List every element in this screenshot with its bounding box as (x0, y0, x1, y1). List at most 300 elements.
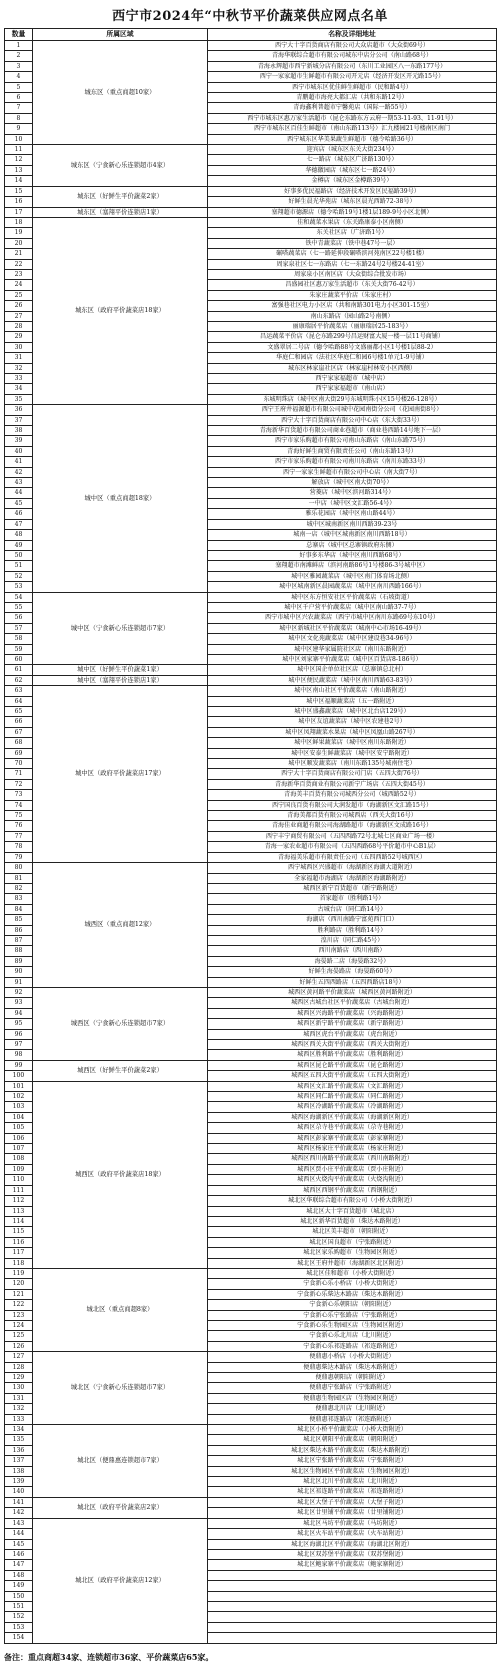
row-name: 青海一家农业超市有限公司（五四西路68号平价超市中心B1层） (208, 842, 497, 852)
row-name: 城西区昆仑路平价蔬菜店（昆仑路附近） (208, 1060, 497, 1070)
row-name: 便鼎惠生物园区店（生物园区附近） (208, 1393, 497, 1403)
row-name: 塞翔超市南滩鲜店（滨河南路86号1号楼86-3号城中区） (208, 561, 497, 571)
row-name: 城西区西钢平价蔬菜店（西钢附近） (208, 1185, 497, 1195)
row-name: 城西区西川南路平价蔬菜店（西川南路附近） (208, 1154, 497, 1164)
row-name: 城西区海湖新区平价蔬菜店（海湖新区附近） (208, 1112, 497, 1122)
row-number: 127 (5, 1352, 33, 1362)
table-row (5, 217, 497, 227)
row-number: 10 (5, 134, 33, 144)
row-number: 113 (5, 1206, 33, 1216)
table-row (5, 665, 497, 675)
row-number: 23 (5, 269, 33, 279)
row-area: 城北区（政府平价蔬菜店2家） (33, 1497, 208, 1518)
row-number: 30 (5, 342, 33, 352)
row-name: 碾嗒蔬菜店（七一路延伸段碾嗒滨河苑南区22号楼1楼） (208, 249, 497, 259)
row-number: 47 (5, 519, 33, 529)
row-number: 14 (5, 176, 33, 186)
row-name: 好事多优民福路店（经济技术开发区民福路39号） (208, 186, 497, 196)
row-number: 100 (5, 1071, 33, 1081)
row-number: 116 (5, 1237, 33, 1247)
row-name: 城北区北川平价蔬菜店（北川附近） (208, 1477, 497, 1487)
row-number: 52 (5, 571, 33, 581)
row-number: 42 (5, 467, 33, 477)
row-name: 城北区家乐购超市（生物园区附近） (208, 1248, 497, 1258)
row-name: 西宁一家家超市生鲜超市有限公司开元店（经济开发区开元路15号） (208, 72, 497, 82)
row-name: 宁食新心乐宁张路店（宁张路附近） (208, 1310, 497, 1320)
row-number: 88 (5, 946, 33, 956)
row-number: 87 (5, 935, 33, 945)
row-name: 城北区柴达木路平价蔬菜店（柴达木路附近） (208, 1445, 497, 1455)
row-number: 111 (5, 1185, 33, 1195)
row-number: 34 (5, 384, 33, 394)
row-name: 城中区福顺蔬菜店（五一路附近） (208, 696, 497, 706)
table-row (5, 675, 497, 685)
row-number: 91 (5, 977, 33, 987)
row-number: 56 (5, 613, 33, 623)
row-name: 宁食新心乐北川店（北川附近） (208, 1331, 497, 1341)
row-name: 西宁城东区华美果蔬生鲜超市（德令哈路36号） (208, 134, 497, 144)
row-number: 64 (5, 696, 33, 706)
row-area: 城北区（便鼎惠连锁超市7家） (33, 1425, 208, 1498)
row-name: 南山东路店（园山路2号南侧） (208, 311, 497, 321)
row-number: 71 (5, 769, 33, 779)
table-row (5, 863, 497, 873)
row-number: 41 (5, 457, 33, 467)
row-number: 17 (5, 207, 33, 217)
row-name: 城北区大十字百货超市（城北店） (208, 1206, 497, 1216)
row-number: 45 (5, 498, 33, 508)
row-number: 104 (5, 1112, 33, 1122)
row-number: 94 (5, 1008, 33, 1018)
row-name (208, 1570, 497, 1580)
row-name: 解放店（城中区南大街70号） (208, 478, 497, 488)
row-area: 城东区（重点商超10家） (33, 41, 208, 145)
row-number: 103 (5, 1102, 33, 1112)
row-number: 81 (5, 873, 33, 883)
table-row (5, 1352, 497, 1362)
row-number: 92 (5, 987, 33, 997)
row-name: 城西区火烧沟平价蔬菜店（火烧沟附近） (208, 1175, 497, 1185)
row-number: 112 (5, 1196, 33, 1206)
outlet-table (4, 28, 497, 1644)
row-number: 114 (5, 1216, 33, 1226)
row-name: 西宁家家福超市（南山店） (208, 384, 497, 394)
row-number: 142 (5, 1508, 33, 1518)
table-row (5, 1497, 497, 1507)
table-row (5, 1060, 497, 1070)
row-name: 城北区美丰超市（朝阳附近） (208, 1227, 497, 1237)
row-number: 109 (5, 1164, 33, 1174)
row-name (208, 1612, 497, 1622)
row-number: 77 (5, 831, 33, 841)
table-row (5, 1425, 497, 1435)
row-number: 67 (5, 727, 33, 737)
row-number: 25 (5, 290, 33, 300)
row-number: 122 (5, 1300, 33, 1310)
row-name: 便鼎惠小桥店（小桥大街附近） (208, 1352, 497, 1362)
row-name: 城北区大堡子平价蔬菜店（大堡子附近） (208, 1497, 497, 1507)
row-number: 57 (5, 623, 33, 633)
row-number: 149 (5, 1581, 33, 1591)
row-name: 海湖店（西川南路宁富苑西门口） (208, 915, 497, 925)
row-number: 37 (5, 415, 33, 425)
row-name: 全家福超市海湖店（海湖新区海湖路附近） (208, 873, 497, 883)
table-row (5, 186, 497, 196)
row-name: 好鲜生五四西路店（五四西路店18号） (208, 977, 497, 987)
row-name: 湟川店（同仁路45号） (208, 935, 497, 945)
row-name: 城中区城南新区南川西路39-23号 (208, 519, 497, 529)
row-number: 79 (5, 852, 33, 862)
row-name: 城西区胜利路平价蔬菜店（胜利路附近） (208, 1050, 497, 1060)
row-name: 城西区彭家寨平价蔬菜店（彭家寨附近） (208, 1133, 497, 1143)
row-name: 城西区黄河路平价蔬菜店（城西区黄河路附近） (208, 987, 497, 997)
row-number: 1 (5, 41, 33, 51)
row-number: 33 (5, 374, 33, 384)
row-number: 62 (5, 675, 33, 685)
row-name: 城北区双苏堡平价蔬菜店（双苏堡附近） (208, 1549, 497, 1559)
row-name: 七一路店（城东区广济路130号） (208, 155, 497, 165)
row-number: 60 (5, 654, 33, 664)
row-number: 128 (5, 1362, 33, 1372)
row-area: 城北区（重点商超8家） (33, 1268, 208, 1351)
row-name: 城中区盛鑫蔬菜店（城中区北台店129号） (208, 707, 497, 717)
table-row (5, 1081, 497, 1091)
row-name: 城东区林家崖社区店（林家崖村林安小区西侧） (208, 363, 497, 373)
row-name: 青海永辉超市西宁新城分店有限公司（东川工业园区八一东路177号） (208, 61, 497, 71)
row-number: 31 (5, 353, 33, 363)
row-number: 143 (5, 1518, 33, 1528)
row-area: 城中区（宁食新心乐连锁超市7家） (33, 592, 208, 665)
row-name: 城北区海湖北区平价蔬菜店（海湖北区附近） (208, 1539, 497, 1549)
row-name: 城北区廿里铺平价蔬菜店（廿里铺附近） (208, 1508, 497, 1518)
row-name: 迎宾店（城东区东关大街234号） (208, 145, 497, 155)
row-number: 95 (5, 1019, 33, 1029)
row-name: 西宁市城东区优佳鲜生鲜超市（民和路4号） (208, 82, 497, 92)
row-area: 城东区（政府平价蔬菜店18家） (33, 217, 208, 404)
row-name: 城北区祁连路平价蔬菜店（祁连路附近） (208, 1487, 497, 1497)
row-name: 城西区尕寺巷平价蔬菜店（尕寺巷附近） (208, 1123, 497, 1133)
row-name: 城北区火车站平价蔬菜店（火车站附近） (208, 1529, 497, 1539)
row-number: 65 (5, 707, 33, 717)
row-area: 城中区（塞翔平价连锁店1家） (33, 675, 208, 685)
row-name: 西宁国良百货有限公司大润发超市（海湖新区文汇路15号） (208, 800, 497, 810)
row-name: 富强巷社区电力小区店（共和南路301电力小区301-15室） (208, 301, 497, 311)
row-name: 青海华联综合超市有限公司城东中店分公司（南山路68号） (208, 51, 497, 61)
row-number: 146 (5, 1549, 33, 1559)
row-number: 4 (5, 72, 33, 82)
row-name: 便鼎惠朝阳店（朝阳附近） (208, 1373, 497, 1383)
row-number: 55 (5, 602, 33, 612)
row-name: 城北区佳和超市（小桥大街附近） (208, 1268, 497, 1278)
table-row (5, 145, 497, 155)
row-number: 83 (5, 894, 33, 904)
table-row (5, 207, 497, 217)
table-row (5, 987, 497, 997)
row-number: 151 (5, 1601, 33, 1611)
row-name: 胜利路店（胜利路14号） (208, 925, 497, 935)
row-number: 119 (5, 1268, 33, 1278)
row-name: 城中区千户营平价蔬菜店（城中区南山路37-7号） (208, 602, 497, 612)
row-number: 80 (5, 863, 33, 873)
table-row (5, 41, 497, 51)
row-name: 好鲜生晨光华苑店（城东区晨光西路72-38号） (208, 197, 497, 207)
row-name: 好事多东华店（城中区南川西路68号） (208, 550, 497, 560)
table-row (5, 405, 497, 415)
row-name: 宁食新心乐祁连路店（祁连路附近） (208, 1341, 497, 1351)
row-name: 佳和蔬菜水果店（东关路康泰小区南侧） (208, 217, 497, 227)
row-number: 16 (5, 197, 33, 207)
row-number: 46 (5, 509, 33, 519)
row-name: 城西区西关大街平价蔬菜店（西关大街附近） (208, 1040, 497, 1050)
row-number: 139 (5, 1477, 33, 1487)
row-number: 66 (5, 717, 33, 727)
row-name: 西川南路店（西川南路） (208, 946, 497, 956)
row-number: 106 (5, 1133, 33, 1143)
row-number: 144 (5, 1529, 33, 1539)
row-name: 城北区国良超市（宁张路附近） (208, 1237, 497, 1247)
row-number: 28 (5, 321, 33, 331)
row-number: 148 (5, 1570, 33, 1580)
row-number: 129 (5, 1373, 33, 1383)
row-number: 123 (5, 1310, 33, 1320)
row-number: 20 (5, 238, 33, 248)
row-number: 105 (5, 1123, 33, 1133)
row-name: 宁食新心乐朝阳店（朝阳附近） (208, 1300, 497, 1310)
row-number: 89 (5, 956, 33, 966)
row-area: 城北区（政府平价蔬菜店12家） (33, 1518, 208, 1643)
row-number: 61 (5, 665, 33, 675)
row-name: 西宁大十字百货商店有限公司中心店（东大街33号） (208, 415, 497, 425)
row-number: 73 (5, 790, 33, 800)
row-name (208, 1581, 497, 1591)
row-name: 营菱店（城中区滨河路314号） (208, 488, 497, 498)
row-name: 西宁市城中区兴农蔬菜店（西宁市城中区南川东路69号东10号） (208, 613, 497, 623)
row-number: 74 (5, 800, 33, 810)
document-title: 西宁市2024年“中秋节平价蔬菜供应网点名单 (112, 9, 388, 24)
row-name: 西宁丰宁商贸有限公司（五四西路72号北城七区商业广场一楼） (208, 831, 497, 841)
header-num: 数量 (5, 29, 33, 41)
table-row (5, 686, 497, 696)
row-number: 32 (5, 363, 33, 373)
row-name: 城西区虎台平价蔬菜店（虎台附近） (208, 1029, 497, 1039)
row-number: 140 (5, 1487, 33, 1497)
row-number: 137 (5, 1456, 33, 1466)
row-number: 18 (5, 217, 33, 227)
row-number: 53 (5, 582, 33, 592)
row-number: 5 (5, 82, 33, 92)
row-name: 西宁市家乐购超市有限公司南山东路店（南山东路75号） (208, 436, 497, 446)
row-number: 38 (5, 426, 33, 436)
row-number: 35 (5, 394, 33, 404)
row-number: 86 (5, 925, 33, 935)
row-number: 3 (5, 61, 33, 71)
table-body (5, 41, 497, 1644)
row-number: 132 (5, 1404, 33, 1414)
row-name (208, 1622, 497, 1632)
row-name: 城中区雅园蔬菜店（城中区南门体育场北侧） (208, 571, 497, 581)
row-number: 15 (5, 186, 33, 196)
row-name: 城西区文汇路平价蔬菜店（文汇路附近） (208, 1081, 497, 1091)
row-number: 97 (5, 1040, 33, 1050)
row-number: 110 (5, 1175, 33, 1185)
row-number: 93 (5, 998, 33, 1008)
row-number: 130 (5, 1383, 33, 1393)
row-name: 便鼎惠宁张路店（宁张路附近） (208, 1383, 497, 1393)
row-number: 19 (5, 228, 33, 238)
row-name: 宁食新心乐小桥店（小桥大街附近） (208, 1279, 497, 1289)
row-name: 青海美都百货有限公司城西店（西关大街16号） (208, 811, 497, 821)
row-name: 城中区东方恒安社区平价蔬菜店（石坡街道） (208, 592, 497, 602)
row-name: 城中区便民蔬菜店（城中区南川西路63-83号） (208, 675, 497, 685)
row-name: 青海好鲜生商贸有限责任公司（南山东路13号） (208, 446, 497, 456)
row-name: 城中区城南新区晨园蔬菜店（城中区南川西路166号） (208, 582, 497, 592)
row-name: 古城台店（同仁路14号） (208, 904, 497, 914)
row-name: 城中区新城社区平价蔬菜店（城南中心市场16-49号） (208, 623, 497, 633)
row-area: 城西区（重点商超12家） (33, 863, 208, 988)
row-number: 141 (5, 1497, 33, 1507)
row-name: 塞翔超市德源店（德令哈路19号1楼1层189-9号小区北侧） (208, 207, 497, 217)
row-number: 135 (5, 1435, 33, 1445)
row-name: 文盛翠居二号店（德令哈路88号文盛丽都小区1号楼1层88-2） (208, 342, 497, 352)
row-number: 126 (5, 1341, 33, 1351)
row-number: 2 (5, 51, 33, 61)
row-name (208, 1633, 497, 1643)
row-name: 城中区国企单位社区店（总寨镇总北村） (208, 665, 497, 675)
row-name: 城中区鲜果蔬菜店（城中区南川东路附近） (208, 738, 497, 748)
row-name: 一中店（城中区文汇路56-4号） (208, 498, 497, 508)
row-number: 82 (5, 883, 33, 893)
row-name: 城中区顺发蔬菜店（南川东路135号城南住宅） (208, 759, 497, 769)
row-number: 40 (5, 446, 33, 456)
row-number: 13 (5, 165, 33, 175)
row-number: 76 (5, 821, 33, 831)
row-name: 海晏路二店（海晏路32号） (208, 956, 497, 966)
row-name: 西宁市城东区百佳生鲜超市（南山东路113号）汇九楼园21号楼南区南门 (208, 124, 497, 134)
row-name: 金樽店（城东区金樽路39号） (208, 176, 497, 186)
row-name: 好鲜生海晏路店（海晏路60号） (208, 967, 497, 977)
row-number: 131 (5, 1393, 33, 1403)
row-number: 39 (5, 436, 33, 446)
row-number: 152 (5, 1612, 33, 1622)
row-name: 城西区同仁路平价蔬菜店（同仁路附近） (208, 1092, 497, 1102)
row-name: 城南一店（城中区城南新区南川西路18号） (208, 530, 497, 540)
row-name: 铁中青蔬菜店（铁中巷47号一层） (208, 238, 497, 248)
row-area: 城北区（宁食新心乐连锁超市7家） (33, 1352, 208, 1425)
row-name: 华庭仁和园店（法社区华庭仁和园6号楼1单元1-9号铺） (208, 353, 497, 363)
row-number: 24 (5, 280, 33, 290)
row-number: 101 (5, 1081, 33, 1091)
row-number: 36 (5, 405, 33, 415)
row-name: 城中区文化苑蔬菜店（城中区建设巷34-96号） (208, 634, 497, 644)
row-number: 12 (5, 155, 33, 165)
row-number: 26 (5, 301, 33, 311)
row-name: 城西区杨家庄平价蔬菜店（杨家庄附近） (208, 1144, 497, 1154)
row-number: 120 (5, 1279, 33, 1289)
row-number: 154 (5, 1633, 33, 1643)
table-row (5, 1268, 497, 1278)
row-name: 青鹏超市海亮大都汇店（共和东路12号） (208, 93, 497, 103)
row-name: 西宁一家家生鲜超市有限公司中心店（南大街7号） (208, 467, 497, 477)
row-name: 城北区华联综合超市有限公司（小桥大街附近） (208, 1196, 497, 1206)
row-name: 城北区宁张路平价蔬菜店（宁张路附近） (208, 1456, 497, 1466)
row-area: 城西区（宁食新心乐连锁超市7家） (33, 987, 208, 1060)
row-name: 便鼎惠北川店（北川附近） (208, 1404, 497, 1414)
row-number: 49 (5, 540, 33, 550)
row-name: 周家泉社区七一东路店（七一东路24号2号楼24-41室） (208, 259, 497, 269)
row-number: 90 (5, 967, 33, 977)
row-area: 城东区（宁食新心乐连锁超市4家） (33, 145, 208, 187)
row-number: 153 (5, 1622, 33, 1632)
row-number: 107 (5, 1144, 33, 1154)
row-name: 昌盛园社区惠万家生活超市（东关大街76-42号） (208, 280, 497, 290)
row-name (208, 1601, 497, 1611)
row-name: 首家超市（胜利路1号） (208, 894, 497, 904)
header-name: 名称及详细地址 (208, 29, 497, 41)
row-area: 城西区（政府平价蔬菜店18家） (33, 1081, 208, 1268)
row-number: 48 (5, 530, 33, 540)
row-name: 便鼎惠祁连路店（祁连路附近） (208, 1414, 497, 1424)
row-area: 城中区（政府平价蔬菜店17家） (33, 686, 208, 863)
row-number: 118 (5, 1258, 33, 1268)
row-number: 145 (5, 1539, 33, 1549)
row-number: 150 (5, 1591, 33, 1601)
row-number: 21 (5, 249, 33, 259)
row-name: 青海美丰百货有限公司城西分公司（城西路52号） (208, 790, 497, 800)
row-number: 133 (5, 1414, 33, 1424)
row-name: 城北区鲍家寨平价蔬菜店（鲍家寨附近） (208, 1560, 497, 1570)
row-number: 9 (5, 124, 33, 134)
row-name: 西宁大十字百货商店有限公司大众店超市（大众街69号） (208, 41, 497, 51)
row-name: 西宁市家乐购超市有限公司南川东路店（南川东路33号） (208, 457, 497, 467)
row-number: 125 (5, 1331, 33, 1341)
row-name: 青海福美乐超市有限责任公司（五四西路52号城西区） (208, 852, 497, 862)
row-name: 城西区冷湖路平价蔬菜店（冷湖路附近） (208, 1102, 497, 1112)
row-name: 华德徽园店（城东区七一路24号） (208, 165, 497, 175)
row-name: 城中区建华家属院社区店（南川东路附近） (208, 644, 497, 654)
row-number: 138 (5, 1466, 33, 1476)
row-number: 96 (5, 1029, 33, 1039)
row-name: 城西区兴海路平价蔬菜店（兴海路附近） (208, 1008, 497, 1018)
row-number: 70 (5, 759, 33, 769)
row-name: 城北区生物园区平价蔬菜店（生物园区附近） (208, 1466, 497, 1476)
row-name: 城中区安泰生鲜蔬菜店（城中区安宁路附近） (208, 748, 497, 758)
row-name: 丽康瑞居平价蔬菜店（丽康瑞居25-183号） (208, 321, 497, 331)
row-number: 54 (5, 592, 33, 602)
row-number: 117 (5, 1248, 33, 1258)
row-name: 宁食新心乐生物园区店（生物园区附近） (208, 1320, 497, 1330)
row-name: 城西区新宁路平价蔬菜店（新宁路附近） (208, 1019, 497, 1029)
row-number: 11 (5, 145, 33, 155)
row-name: 青海新华百货超市有限公司商业巷超市（商业巷西路14号地下一层） (208, 426, 497, 436)
row-number: 7 (5, 103, 33, 113)
row-area: 城中区（好鲜生平价蔬菜1家） (33, 665, 208, 675)
row-number: 69 (5, 748, 33, 758)
row-number: 136 (5, 1445, 33, 1455)
row-area: 城东区（好鲜生平价蔬菜2家） (33, 186, 208, 207)
row-name: 西宁家家福超市（城中店） (208, 374, 497, 384)
row-number: 44 (5, 488, 33, 498)
row-name: 便鼎惠柴达木路店（柴达木路附近） (208, 1362, 497, 1372)
row-number: 99 (5, 1060, 33, 1070)
row-area: 城西区（好鲜生平价蔬菜2家） (33, 1060, 208, 1081)
table-header-row (5, 29, 497, 41)
row-name: 周家泉小区南区店（大众街综合批发市场） (208, 269, 497, 279)
row-number: 78 (5, 842, 33, 852)
row-number: 98 (5, 1050, 33, 1060)
row-number: 8 (5, 113, 33, 123)
row-number: 22 (5, 259, 33, 269)
row-number: 29 (5, 332, 33, 342)
